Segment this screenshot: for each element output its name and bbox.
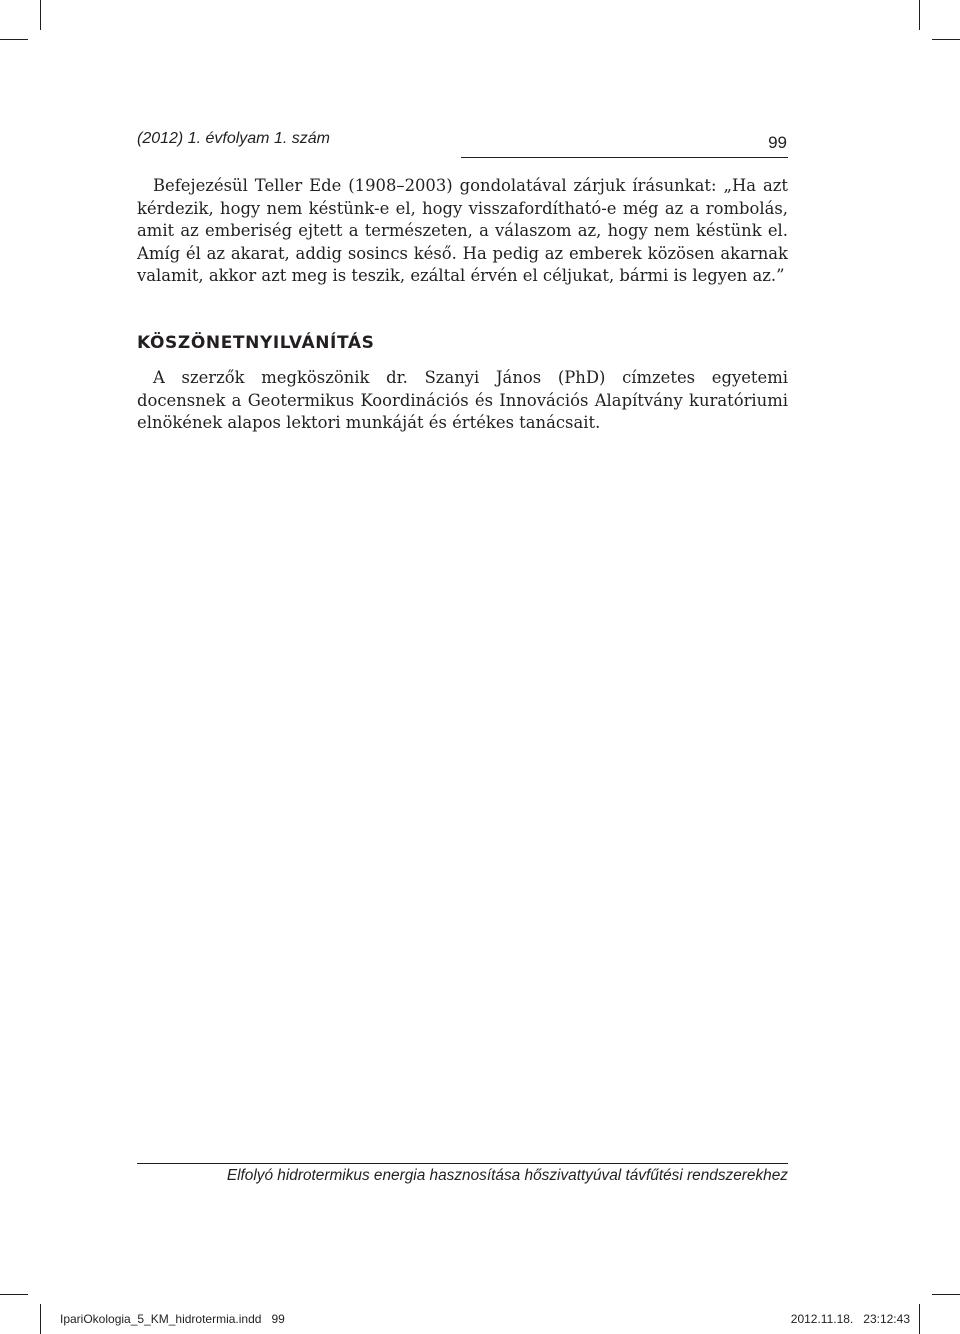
footer-rule bbox=[137, 1163, 788, 1164]
crop-mark bbox=[0, 39, 28, 40]
crop-mark bbox=[919, 1304, 920, 1334]
crop-mark bbox=[40, 0, 41, 30]
running-footer-title: Elfolyó hidrotermikus energia hasznosítása hőszivattyúval távfűtési rendszerekhez bbox=[226, 1167, 788, 1184]
slug-timestamp bbox=[791, 1312, 910, 1326]
slug-time: 23:12:43 bbox=[863, 1312, 910, 1326]
crop-mark bbox=[40, 1304, 41, 1334]
crop-mark bbox=[932, 39, 960, 40]
crop-mark bbox=[0, 1294, 28, 1295]
slug-date: 2012.11.18. bbox=[790, 1312, 854, 1326]
crop-mark bbox=[919, 0, 920, 30]
slug-filename: IpariOkologia_5_KM_hidrotermia.indd 99 bbox=[60, 1312, 285, 1326]
closing-paragraph: Befejezésül Teller Ede (1908–2003) gondolatával zárjuk írásunkat: „Ha azt kérdezik, hogy nem késtünk-e el, hogy visszafordítható-e még az a rombolás, amit az emberiség ejtett a természeten, a válaszom az, hogy nem késtünk el. Amíg él az akarat, addig sosincs késő. Ha pedig az emberek közösen akarnak valamit, akkor azt meg is teszik, ezáltal érvén el céljukat, bármi is legyen az.” bbox=[137, 176, 788, 286]
running-header-issue: (2012) 1. évfolyam 1. szám bbox=[137, 130, 330, 147]
crop-mark bbox=[932, 1294, 960, 1295]
section-heading: KÖSZÖNETNYILVÁNÍTÁS bbox=[137, 333, 375, 353]
page-number: 99 bbox=[768, 133, 787, 152]
header-rule bbox=[461, 157, 788, 158]
acknowledgement-paragraph: A szerzők megköszönik dr. Szanyi János (PhD) címzetes egyetemi docensnek a Geotermikus Koordinációs és Innovációs Alapítvány kuratóriumi elnökének alapos lektori munkáját és értékes tanácsait. bbox=[137, 368, 788, 433]
